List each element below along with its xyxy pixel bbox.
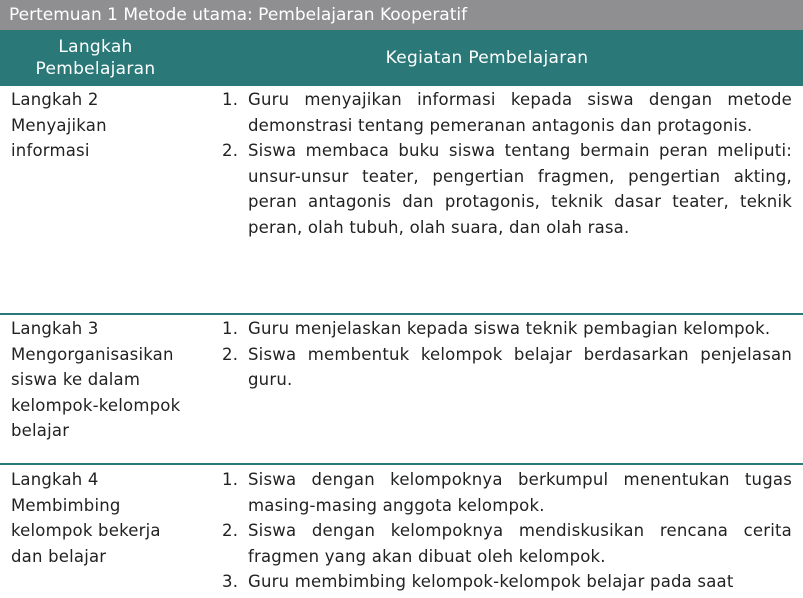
step-line: siswa ke dalam <box>11 370 141 389</box>
step-line: Membimbing <box>11 495 121 515</box>
header-step-line2: Pembelajaran <box>35 59 156 79</box>
activity-text: Siswa membentuk kelompok belajar berdasarkan penjelasan guru. <box>248 344 792 389</box>
step-cell <box>11 87 216 164</box>
activity-item <box>222 87 792 138</box>
activity-text: Guru membimbing kelompok-kelompok belajar pada saat <box>248 572 734 591</box>
activity-number: 2. <box>222 141 239 160</box>
header-step-column <box>0 30 191 86</box>
activity-number: 3. <box>222 572 239 591</box>
activity-text: Siswa dengan kelompoknya mendiskusikan rencana cerita fragmen yang akan dibuat oleh kelompok. <box>248 521 792 566</box>
activity-item <box>222 467 792 518</box>
header-step-line1: Langkah <box>58 37 133 57</box>
activity-number: 1. <box>222 319 239 338</box>
activity-item <box>222 138 792 240</box>
step-cell <box>11 316 216 444</box>
step-cell <box>11 467 216 569</box>
step-line: Langkah 4 <box>11 470 99 489</box>
activity-list <box>222 316 792 393</box>
activity-number: 1. <box>222 470 239 489</box>
table-title: Pertemuan 1 Metode utama: Pembelajaran Kooperatif <box>0 0 803 30</box>
step-line: belajar <box>11 421 70 440</box>
activity-number: 1. <box>222 90 239 109</box>
step-line: Langkah 3 <box>11 319 99 338</box>
step-line: Mengorganisasikan <box>11 344 174 364</box>
activity-list <box>222 87 792 240</box>
row-divider <box>0 313 803 315</box>
table-header <box>0 30 803 86</box>
step-line: informasi <box>11 141 90 160</box>
activity-item <box>222 316 792 342</box>
activity-item <box>222 342 792 393</box>
activity-text: Siswa membaca buku siswa tentang bermain peran meliputi: unsur-unsur teater, pengertian fragmen, pengertian akting, peran antagonis dan protagonis, teknik dasar teater, teknik peran, olah tubuh, olah suara, dan olah rasa. <box>248 141 792 237</box>
row-divider <box>0 463 803 465</box>
step-line: kelompok-kelompok <box>11 395 181 415</box>
activity-list <box>222 467 792 595</box>
activity-text: Guru menjelaskan kepada siswa teknik pembagian kelompok. <box>248 319 771 338</box>
activity-number: 2. <box>222 521 239 540</box>
activity-text: Guru menyajikan informasi kepada siswa dengan metode demonstrasi tentang pemeranan antagonis dan protagonis. <box>248 90 792 135</box>
header-activity-column: Kegiatan Pembelajaran <box>385 48 589 68</box>
step-line: dan belajar <box>11 546 107 566</box>
step-line: Langkah 2 <box>11 90 99 109</box>
step-line: kelompok bekerja <box>11 521 161 540</box>
activity-item <box>222 518 792 569</box>
activity-item <box>222 569 792 595</box>
step-line: Menyajikan <box>11 115 107 135</box>
activity-number: 2. <box>222 344 239 364</box>
activity-text: Siswa dengan kelompoknya berkumpul menentukan tugas masing-masing anggota kelompok. <box>248 470 792 515</box>
